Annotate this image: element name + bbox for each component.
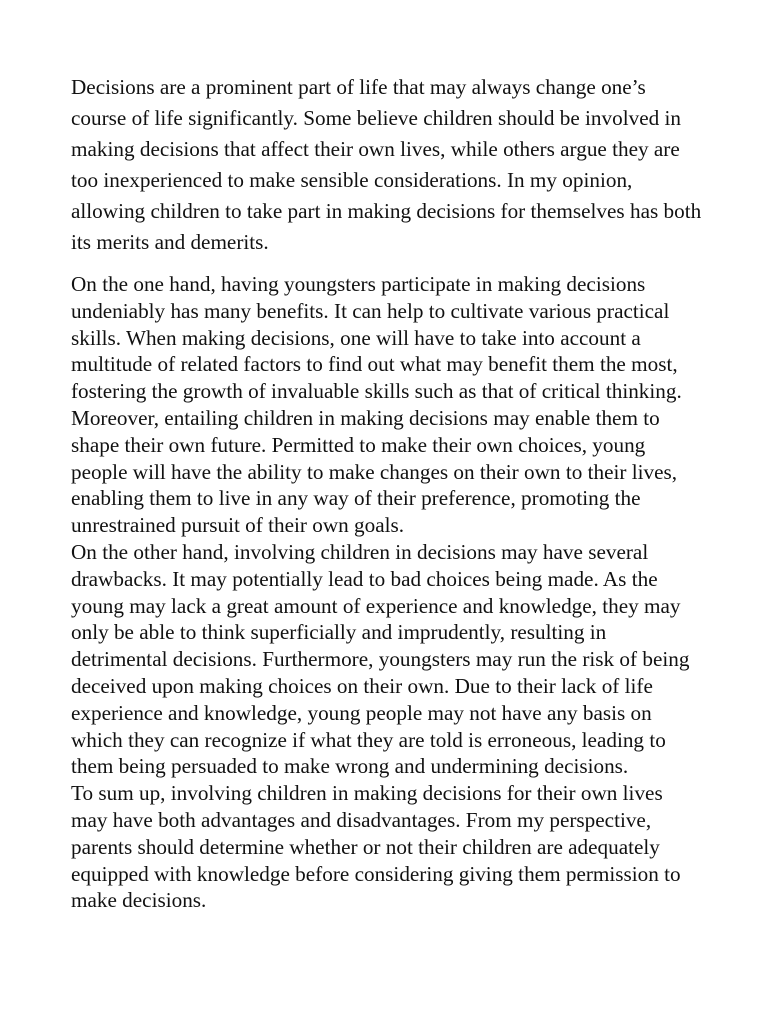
paragraph-advantages: On the one hand, having youngsters participate in making decisions undeniably has many benefits. It can help to cultivate various practical skills. When making decisions, one will have to take into account a multitude of related factors to find out what may benefit them the most, fostering the growth of invaluable skills such as that of critical thinking. Moreover, entailing children in making decisions may enable them to shape their own future. Permitted to make their own choices, young people will have the ability to make changes on their own to their lives, enabling them to live in any way of their preference, promoting the unrestrained pursuit of their own goals. (71, 272, 682, 538)
paragraph-disadvantages: On the other hand, involving children in decisions may have several drawbacks. It may potentially lead to bad choices being made. As the young may lack a great amount of experience and knowledge, they may only be able to think superficially and imprudently, resulting in detrimental decisions. Furthermore, youngsters may run the risk of being deceived upon making choices on their own. Due to their lack of life experience and knowledge, young people may not have any basis on which they can recognize if what they are told is erroneous, leading to them being persuaded to make wrong and undermining decisions. (71, 539, 690, 779)
essay-body (71, 72, 703, 914)
paragraph-introduction: Decisions are a prominent part of life that may always change one’s course of life significantly. Some believe children should be involved in making decisions that affect their own lives, while others argue they are too inexperienced to make sensible considerations. In my opinion, allowing children to take part in making decisions for themselves has both its merits and demerits. (71, 75, 702, 254)
paragraph-conclusion: To sum up, involving children in making decisions for their own lives may have both advantages and disadvantages. From my perspective, parents should determine whether or not their children are adequately equipped with knowledge before considering giving them permission to make decisions. (71, 781, 681, 913)
